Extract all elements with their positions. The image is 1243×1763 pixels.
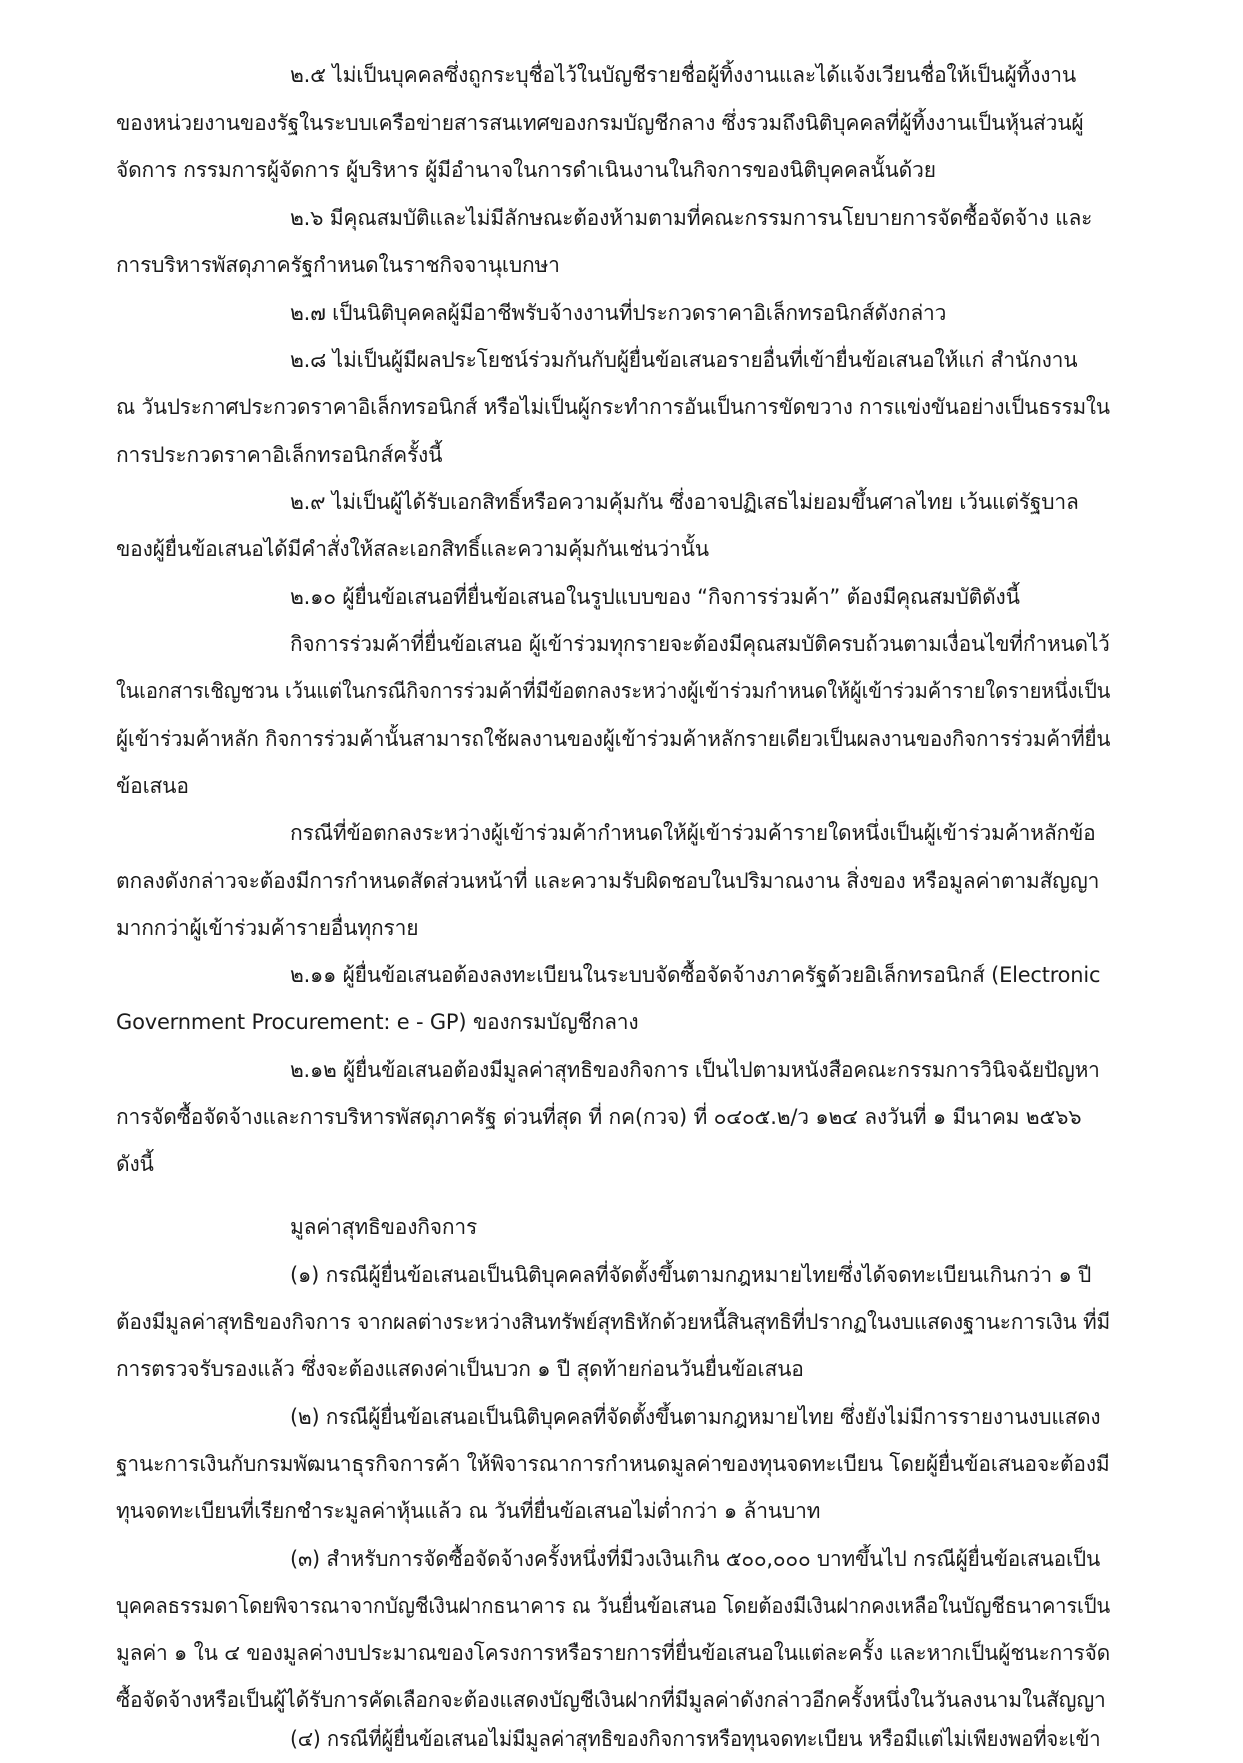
text-line: ผู้เข้าร่วมค้าหลัก กิจการร่วมค้านั้นสามารถใช้ผลงานของผู้เข้าร่วมค้าหลักรายเดียวเป็นผลงานของกิจการร่วมค้าที่ยื่น <box>116 727 1111 751</box>
text-line: มูลค่า ๑ ใน ๔ ของมูลค่างบประมาณของโครงการหรือรายการที่ยื่นข้อเสนอในแต่ละครั้ง และหากเป็นผู้ชนะการจัด <box>116 1641 1111 1665</box>
text-line: ต้องมีมูลค่าสุทธิของกิจการ จากผลต่างระหว่างสินทรัพย์สุทธิหักด้วยหนี้สินสุทธิที่ปรากฏในงบแสดงฐานะการเงิน ที่มี <box>116 1310 1111 1334</box>
text-line: (๑) กรณีผู้ยื่นข้อเสนอเป็นนิติบุคคลที่จัดตั้งขึ้นตามกฎหมายไทยซึ่งได้จดทะเบียนเกินกว่า ๑ ปี <box>290 1263 1092 1287</box>
text-line: ณ วันประกาศประกวดราคาอิเล็กทรอนิกส์ หรือไม่เป็นผู้กระทำการอันเป็นการขัดขวาง การแข่งขันอย่างเป็นธรรมใน <box>116 395 1110 419</box>
text-line: ๒.๑๒ ผู้ยื่นข้อเสนอต้องมีมูลค่าสุทธิของกิจการ เป็นไปตามหนังสือคณะกรรมการวินิจฉัยปัญหา <box>290 1058 1100 1082</box>
text-line: ตกลงดังกล่าวจะต้องมีการกำหนดสัดส่วนหน้าที่ และความรับผิดชอบในปริมาณงาน สิ่งของ หรือมูลค่าตามสัญญา <box>116 869 1100 893</box>
text-line: ๒.๘ ไม่เป็นผู้มีผลประโยชน์ร่วมกันกับผู้ยื่นข้อเสนอรายอื่นที่เข้ายื่นข้อเสนอให้แก่ สำนักงาน <box>290 348 1078 372</box>
text-line: กิจการร่วมค้าที่ยื่นข้อเสนอ ผู้เข้าร่วมทุกรายจะต้องมีคุณสมบัติครบถ้วนตามเงื่อนไขที่กำหนดไว้ <box>290 632 1110 656</box>
text-line: มากกว่าผู้เข้าร่วมค้ารายอื่นทุกราย <box>116 916 419 940</box>
text-line: Government Procurement: e - GP) ของกรมบัญชีกลาง <box>116 1010 639 1034</box>
text-line: การจัดซื้อจัดจ้างและการบริหารพัสดุภาครัฐ ด่วนที่สุด ที่ กค(กวจ) ที่ ๐๔๐๕.๒/ว ๑๒๔ ลงวันที่ ๑ มีนาคม ๒๕๖๖ <box>116 1105 1082 1129</box>
text-line: ฐานะการเงินกับกรมพัฒนาธุรกิจการค้า ให้พิจารณาการกำหนดมูลค่าของทุนจดทะเบียน โดยผู้ยื่นข้อเสนอจะต้องมี <box>116 1452 1110 1476</box>
text-line: กรณีที่ข้อตกลงระหว่างผู้เข้าร่วมค้ากำหนดให้ผู้เข้าร่วมค้ารายใดหนึ่งเป็นผู้เข้าร่วมค้าหลักข้อ <box>290 821 1096 845</box>
text-line: ๒.๖ มีคุณสมบัติและไม่มีลักษณะต้องห้ามตามที่คณะกรรมการนโยบายการจัดซื้อจัดจ้าง และ <box>290 206 1093 230</box>
text-line: การประกวดราคาอิเล็กทรอนิกส์ครั้งนี้ <box>116 443 443 467</box>
text-line: การบริหารพัสดุภาครัฐกำหนดในราชกิจจานุเบกษา <box>116 253 560 277</box>
text-line: ๒.๕ ไม่เป็นบุคคลซึ่งถูกระบุชื่อไว้ในบัญชีรายชื่อผู้ทิ้งงานและได้แจ้งเวียนชื่อให้เป็นผู้ทิ้งงาน <box>290 63 1077 87</box>
text-line: (๔) กรณีที่ผู้ยื่นข้อเสนอไม่มีมูลค่าสุทธิของกิจการหรือทุนจดทะเบียน หรือมีแต่ไม่เพียงพอที่จะเข้า <box>290 1727 1101 1751</box>
text-line: จัดการ กรรมการผู้จัดการ ผู้บริหาร ผู้มีอำนาจในการดำเนินงานในกิจการของนิติบุคคลนั้นด้วย <box>116 158 936 182</box>
text-line: ๒.๗ เป็นนิติบุคคลผู้มีอาชีพรับจ้างงานที่ประกวดราคาอิเล็กทรอนิกส์ดังกล่าว <box>290 301 947 325</box>
text-line: ซื้อจัดจ้างหรือเป็นผู้ได้รับการคัดเลือกจะต้องแสดงบัญชีเงินฝากที่มีมูลค่าดังกล่าวอีกครั้งหนึ่งในวันลงนามในสัญญา <box>116 1688 1106 1712</box>
text-line: (๓) สำหรับการจัดซื้อจัดจ้างครั้งหนึ่งที่มีวงเงินเกิน ๕๐๐,๐๐๐ บาทขึ้นไป กรณีผู้ยื่นข้อเสนอเป็น <box>290 1547 1101 1571</box>
text-line: ๒.๑๐ ผู้ยื่นข้อเสนอที่ยื่นข้อเสนอในรูปแบบของ “กิจการร่วมค้า” ต้องมีคุณสมบัติดังนี้ <box>290 585 1020 609</box>
text-line: ในเอกสารเชิญชวน เว้นแต่ในกรณีกิจการร่วมค้าที่มีข้อตกลงระหว่างผู้เข้าร่วมกำหนดให้ผู้เข้าร่วมค้ารายใดรายหนึ่งเป็น <box>116 679 1111 703</box>
text-line: ๒.๑๑ ผู้ยื่นข้อเสนอต้องลงทะเบียนในระบบจัดซื้อจัดจ้างภาครัฐด้วยอิเล็กทรอนิกส์ (Electronic <box>290 963 1101 987</box>
text-line: การตรวจรับรองแล้ว ซึ่งจะต้องแสดงค่าเป็นบวก ๑ ปี สุดท้ายก่อนวันยื่นข้อเสนอ <box>116 1357 804 1381</box>
text-line: มูลค่าสุทธิของกิจการ <box>290 1215 478 1239</box>
text-line: ข้อเสนอ <box>116 774 189 798</box>
text-line: ๒.๙ ไม่เป็นผู้ได้รับเอกสิทธิ์หรือความคุ้มกัน ซึ่งอาจปฏิเสธไม่ยอมขึ้นศาลไทย เว้นแต่รัฐบาล <box>290 490 1079 514</box>
text-line: (๒) กรณีผู้ยื่นข้อเสนอเป็นนิติบุคคลที่จัดตั้งขึ้นตามกฎหมายไทย ซึ่งยังไม่มีการรายงานงบแสดง <box>290 1405 1101 1429</box>
text-line: ของผู้ยื่นข้อเสนอได้มีคำสั่งให้สละเอกสิทธิ์และความคุ้มกันเช่นว่านั้น <box>116 537 709 561</box>
text-line: ดังนี้ <box>116 1152 154 1176</box>
text-line: ของหน่วยงานของรัฐในระบบเครือข่ายสารสนเทศของกรมบัญชีกลาง ซึ่งรวมถึงนิติบุคคลที่ผู้ทิ้งงานเป็นหุ้นส่วนผู้ <box>116 111 1084 135</box>
text-line: ทุนจดทะเบียนที่เรียกชำระมูลค่าหุ้นแล้ว ณ วันที่ยื่นข้อเสนอไม่ต่ำกว่า ๑ ล้านบาท <box>116 1499 821 1523</box>
text-line: บุคคลธรรมดาโดยพิจารณาจากบัญชีเงินฝากธนาคาร ณ วันยื่นข้อเสนอ โดยต้องมีเงินฝากคงเหลือในบัญชีธนาคารเป็น <box>116 1594 1111 1618</box>
